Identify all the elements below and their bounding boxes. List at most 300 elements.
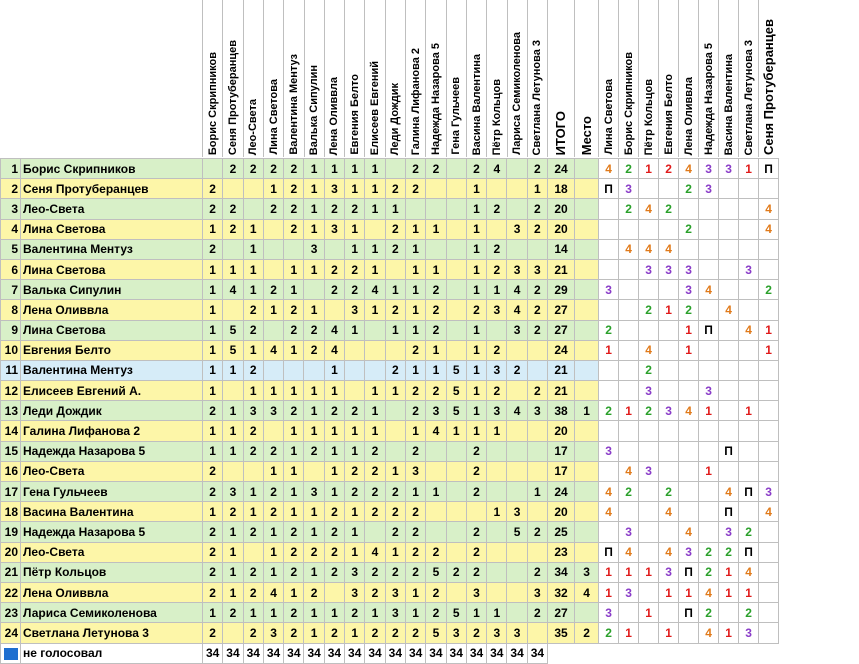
place-mark-cell[interactable]: 1 [599,340,619,360]
vote-cell[interactable]: 1 [324,441,344,461]
place-mark-cell[interactable] [619,360,639,380]
vote-cell[interactable]: 2 [405,562,425,582]
place-mark-cell[interactable]: 2 [679,300,699,320]
vote-cell[interactable]: 1 [284,421,304,441]
row-number-cell[interactable]: 9 [1,320,21,340]
place-mark-cell[interactable]: 3 [759,482,779,502]
vote-cell[interactable]: 2 [284,320,304,340]
vote-cell[interactable]: 1 [203,320,223,340]
participant-name-cell[interactable]: Елисеев Евгений А. [21,381,203,401]
place-mark-cell[interactable]: 1 [679,582,699,602]
place-mark-cell[interactable] [639,421,659,441]
vote-cell[interactable]: 1 [243,502,263,522]
vote-cell[interactable] [487,542,507,562]
place-mark-cell[interactable]: 2 [599,320,619,340]
vote-cell[interactable]: 2 [405,502,425,522]
place-mark-cell[interactable]: 1 [639,603,659,623]
not-voted-value[interactable]: 34 [507,643,527,663]
vote-cell[interactable]: 1 [487,280,507,300]
place-mark-cell[interactable]: 3 [619,582,639,602]
vote-cell[interactable]: 1 [284,381,304,401]
vote-cell[interactable]: 2 [324,199,344,219]
vote-cell[interactable] [365,522,385,542]
vote-cell[interactable]: 2 [243,159,263,179]
itogo-cell[interactable]: 18 [548,179,575,199]
vote-cell[interactable]: 1 [405,421,425,441]
place-mark-cell[interactable]: 1 [719,582,739,602]
vote-cell[interactable]: 1 [365,199,385,219]
place-mark-cell[interactable]: 3 [619,522,639,542]
place-mark-cell[interactable] [739,300,759,320]
vote-cell[interactable]: 1 [284,461,304,481]
mesto-cell[interactable] [575,461,599,481]
place-mark-cell[interactable]: П [599,179,619,199]
vote-cell[interactable]: 1 [243,603,263,623]
place-mark-cell[interactable] [759,381,779,401]
vote-cell[interactable] [263,259,283,279]
itogo-cell[interactable]: 21 [548,259,575,279]
vote-cell[interactable] [203,159,223,179]
place-mark-cell[interactable]: 4 [619,542,639,562]
participant-name-cell[interactable]: Евгения Белто [21,340,203,360]
place-mark-cell[interactable] [599,421,619,441]
vote-cell[interactable]: 2 [345,603,365,623]
place-mark-cell[interactable] [619,421,639,441]
vote-cell[interactable]: 1 [527,179,547,199]
not-voted-value[interactable]: 34 [527,643,547,663]
vote-cell[interactable]: 4 [507,280,527,300]
place-mark-cell[interactable] [719,219,739,239]
place-mark-cell[interactable]: 3 [599,280,619,300]
vote-cell[interactable]: 4 [487,159,507,179]
place-mark-cell[interactable] [719,280,739,300]
place-mark-cell[interactable] [719,259,739,279]
place-mark-cell[interactable]: 4 [619,239,639,259]
vote-cell[interactable]: 1 [466,259,486,279]
vote-cell[interactable]: 1 [304,381,324,401]
place-mark-cell[interactable] [619,280,639,300]
place-mark-cell[interactable] [599,259,619,279]
vote-cell[interactable]: 2 [385,562,405,582]
vote-cell[interactable]: 2 [345,482,365,502]
mesto-cell[interactable] [575,441,599,461]
vote-cell[interactable] [446,482,466,502]
vote-cell[interactable] [223,300,243,320]
vote-cell[interactable]: 1 [284,482,304,502]
place-mark-cell[interactable]: 4 [719,300,739,320]
vote-cell[interactable] [426,522,446,542]
vote-cell[interactable] [507,582,527,602]
vote-cell[interactable] [304,360,324,380]
vote-cell[interactable]: 1 [263,179,283,199]
row-number-cell[interactable]: 4 [1,219,21,239]
vote-cell[interactable]: 2 [507,360,527,380]
vote-cell[interactable] [527,502,547,522]
place-mark-cell[interactable]: 1 [659,300,679,320]
place-mark-cell[interactable]: 4 [699,280,719,300]
vote-cell[interactable]: 2 [203,199,223,219]
place-mark-cell[interactable] [619,603,639,623]
row-number-cell[interactable]: 1 [1,159,21,179]
place-mark-cell[interactable]: 2 [679,179,699,199]
vote-cell[interactable]: 2 [527,219,547,239]
participant-name-cell[interactable]: Валентина Ментуз [21,360,203,380]
participant-name-cell[interactable]: Борис Скрипников [21,159,203,179]
itogo-cell[interactable]: 17 [548,441,575,461]
vote-cell[interactable]: 1 [365,300,385,320]
place-mark-cell[interactable]: 1 [739,401,759,421]
place-mark-cell[interactable] [719,320,739,340]
vote-cell[interactable] [426,461,446,481]
not-voted-value[interactable]: 34 [324,643,344,663]
vote-cell[interactable]: 3 [304,239,324,259]
vote-cell[interactable]: 2 [203,482,223,502]
vote-cell[interactable]: 2 [527,522,547,542]
place-mark-cell[interactable] [659,421,679,441]
vote-cell[interactable] [446,522,466,542]
place-mark-cell[interactable] [639,582,659,602]
vote-cell[interactable]: 3 [487,401,507,421]
vote-cell[interactable]: 2 [527,562,547,582]
mesto-cell[interactable] [575,502,599,522]
vote-cell[interactable]: 5 [446,401,466,421]
vote-cell[interactable]: 3 [507,320,527,340]
vote-cell[interactable] [345,340,365,360]
mesto-cell[interactable] [575,482,599,502]
vote-cell[interactable]: 3 [527,401,547,421]
place-mark-cell[interactable] [739,421,759,441]
row-number-cell[interactable]: 16 [1,461,21,481]
place-mark-cell[interactable] [599,381,619,401]
vote-cell[interactable] [263,360,283,380]
vote-cell[interactable]: 2 [487,340,507,360]
place-mark-cell[interactable]: 3 [639,381,659,401]
place-mark-cell[interactable] [699,219,719,239]
place-mark-cell[interactable] [739,461,759,481]
vote-cell[interactable]: 1 [304,522,324,542]
place-mark-cell[interactable] [599,300,619,320]
vote-cell[interactable] [223,461,243,481]
vote-cell[interactable]: 3 [426,401,446,421]
vote-cell[interactable] [324,239,344,259]
vote-cell[interactable]: 1 [345,502,365,522]
vote-cell[interactable]: 2 [263,441,283,461]
place-mark-cell[interactable]: 1 [739,159,759,179]
place-mark-cell[interactable] [659,603,679,623]
not-voted-value[interactable]: 34 [426,643,446,663]
place-mark-cell[interactable]: 4 [679,159,699,179]
vote-cell[interactable]: 1 [304,179,324,199]
vote-cell[interactable]: 1 [203,219,223,239]
vote-cell[interactable]: 2 [284,159,304,179]
vote-cell[interactable]: 2 [466,623,486,643]
place-mark-cell[interactable] [699,360,719,380]
vote-cell[interactable]: 2 [466,159,486,179]
vote-cell[interactable] [446,280,466,300]
vote-cell[interactable]: 3 [487,360,507,380]
vote-cell[interactable]: 1 [304,219,324,239]
vote-cell[interactable]: 2 [466,542,486,562]
place-mark-cell[interactable] [679,421,699,441]
vote-cell[interactable]: 1 [223,401,243,421]
vote-cell[interactable]: 1 [405,300,425,320]
vote-cell[interactable]: 2 [243,623,263,643]
itogo-cell[interactable]: 27 [548,300,575,320]
vote-cell[interactable]: 1 [426,360,446,380]
place-mark-cell[interactable]: 2 [599,623,619,643]
place-mark-cell[interactable] [759,421,779,441]
place-mark-cell[interactable] [759,179,779,199]
place-mark-cell[interactable] [619,320,639,340]
vote-cell[interactable]: 3 [385,603,405,623]
vote-cell[interactable] [426,239,446,259]
vote-cell[interactable] [507,542,527,562]
participant-name-cell[interactable]: Светлана Летунова 3 [21,623,203,643]
vote-cell[interactable] [304,461,324,481]
vote-cell[interactable]: 1 [345,219,365,239]
vote-cell[interactable]: 1 [263,562,283,582]
vote-cell[interactable]: 1 [223,582,243,602]
vote-cell[interactable] [507,179,527,199]
participant-name-cell[interactable]: Лина Светова [21,320,203,340]
vote-cell[interactable]: 2 [203,582,223,602]
place-mark-cell[interactable]: 1 [599,562,619,582]
place-mark-cell[interactable] [739,502,759,522]
vote-cell[interactable]: 1 [466,239,486,259]
vote-cell[interactable]: 1 [365,401,385,421]
mesto-cell[interactable] [575,360,599,380]
vote-cell[interactable]: 1 [385,542,405,562]
vote-cell[interactable]: 1 [385,199,405,219]
place-mark-cell[interactable]: 1 [659,582,679,602]
place-mark-cell[interactable]: 2 [699,542,719,562]
vote-cell[interactable]: 1 [304,603,324,623]
place-mark-cell[interactable]: 3 [599,441,619,461]
place-mark-cell[interactable] [719,381,739,401]
vote-cell[interactable]: 2 [466,300,486,320]
itogo-cell[interactable]: 20 [548,199,575,219]
place-mark-cell[interactable] [659,522,679,542]
place-mark-cell[interactable] [759,360,779,380]
place-mark-cell[interactable] [719,340,739,360]
vote-cell[interactable]: 2 [304,320,324,340]
vote-cell[interactable] [507,562,527,582]
vote-cell[interactable]: 2 [466,461,486,481]
place-mark-cell[interactable]: 4 [659,542,679,562]
vote-cell[interactable]: 3 [263,401,283,421]
vote-cell[interactable]: 2 [345,259,365,279]
place-mark-cell[interactable]: 2 [619,199,639,219]
place-mark-cell[interactable]: 3 [639,259,659,279]
place-mark-cell[interactable]: 1 [619,401,639,421]
vote-cell[interactable] [243,199,263,219]
vote-cell[interactable]: 1 [284,502,304,522]
vote-cell[interactable]: 2 [405,623,425,643]
vote-cell[interactable]: 2 [284,562,304,582]
vote-cell[interactable]: 1 [263,603,283,623]
vote-cell[interactable]: 1 [405,582,425,602]
vote-cell[interactable]: 3 [223,482,243,502]
vote-cell[interactable] [263,239,283,259]
vote-cell[interactable]: 2 [466,441,486,461]
vote-cell[interactable]: 2 [304,542,324,562]
place-mark-cell[interactable] [759,623,779,643]
vote-cell[interactable]: 3 [263,623,283,643]
vote-cell[interactable] [507,340,527,360]
place-mark-cell[interactable]: 2 [639,360,659,380]
vote-cell[interactable] [263,320,283,340]
place-mark-cell[interactable] [739,441,759,461]
vote-cell[interactable]: 1 [345,179,365,199]
place-mark-cell[interactable] [719,401,739,421]
participant-name-cell[interactable]: Лео-Света [21,542,203,562]
place-mark-cell[interactable] [719,421,739,441]
place-mark-cell[interactable]: 3 [619,179,639,199]
place-mark-cell[interactable]: 1 [679,340,699,360]
place-mark-cell[interactable] [659,340,679,360]
place-mark-cell[interactable] [619,259,639,279]
vote-cell[interactable]: 5 [507,522,527,542]
vote-cell[interactable] [466,502,486,522]
place-mark-cell[interactable]: 4 [599,159,619,179]
vote-cell[interactable]: 1 [466,421,486,441]
vote-cell[interactable]: 1 [284,441,304,461]
vote-cell[interactable]: 2 [345,280,365,300]
vote-cell[interactable]: 1 [365,259,385,279]
vote-cell[interactable] [487,320,507,340]
vote-cell[interactable]: 1 [365,381,385,401]
vote-cell[interactable]: 1 [405,259,425,279]
vote-cell[interactable] [507,421,527,441]
vote-cell[interactable]: 2 [365,441,385,461]
place-mark-cell[interactable]: 4 [659,502,679,522]
place-mark-cell[interactable] [679,360,699,380]
vote-cell[interactable]: 1 [263,300,283,320]
vote-cell[interactable]: 2 [243,320,263,340]
vote-cell[interactable]: 1 [263,461,283,481]
vote-cell[interactable]: 1 [304,159,324,179]
vote-cell[interactable]: 1 [426,259,446,279]
vote-cell[interactable] [446,219,466,239]
place-mark-cell[interactable] [699,300,719,320]
vote-cell[interactable]: 1 [203,381,223,401]
vote-cell[interactable]: 2 [385,623,405,643]
place-mark-cell[interactable] [699,482,719,502]
vote-cell[interactable] [527,360,547,380]
mesto-cell[interactable]: 3 [575,562,599,582]
vote-cell[interactable]: 1 [466,360,486,380]
vote-cell[interactable]: 3 [507,623,527,643]
vote-cell[interactable]: 1 [345,159,365,179]
vote-cell[interactable]: 1 [466,280,486,300]
vote-cell[interactable]: 1 [487,421,507,441]
itogo-cell[interactable]: 20 [548,219,575,239]
vote-cell[interactable]: 1 [385,461,405,481]
vote-cell[interactable]: 3 [345,300,365,320]
participant-name-cell[interactable]: Лена Оливвла [21,300,203,320]
vote-cell[interactable]: 2 [203,542,223,562]
place-mark-cell[interactable]: 1 [619,623,639,643]
vote-cell[interactable]: 2 [304,582,324,602]
itogo-cell[interactable]: 17 [548,461,575,481]
vote-cell[interactable]: 4 [263,582,283,602]
vote-cell[interactable]: 2 [223,603,243,623]
vote-cell[interactable]: 2 [527,159,547,179]
place-mark-cell[interactable] [759,461,779,481]
itogo-cell[interactable]: 35 [548,623,575,643]
place-mark-cell[interactable]: 4 [659,239,679,259]
vote-cell[interactable]: 1 [263,381,283,401]
vote-cell[interactable]: 3 [385,582,405,602]
vote-cell[interactable]: 1 [324,461,344,481]
participant-name-cell[interactable]: Лео-Света [21,461,203,481]
vote-cell[interactable]: 2 [426,159,446,179]
place-mark-cell[interactable] [659,381,679,401]
place-mark-cell[interactable] [639,280,659,300]
place-mark-cell[interactable] [639,522,659,542]
place-mark-cell[interactable]: 1 [759,340,779,360]
place-mark-cell[interactable]: П [679,603,699,623]
vote-cell[interactable] [426,179,446,199]
row-number-cell[interactable]: 24 [1,623,21,643]
vote-cell[interactable] [487,461,507,481]
vote-cell[interactable]: 1 [365,179,385,199]
place-mark-cell[interactable] [599,239,619,259]
vote-cell[interactable]: 1 [324,159,344,179]
vote-cell[interactable] [507,159,527,179]
vote-cell[interactable]: 2 [426,542,446,562]
vote-cell[interactable]: 3 [243,401,263,421]
vote-cell[interactable] [446,340,466,360]
place-mark-cell[interactable]: 3 [739,259,759,279]
place-mark-cell[interactable] [619,300,639,320]
not-voted-value[interactable]: 34 [466,643,486,663]
vote-cell[interactable]: 3 [345,562,365,582]
itogo-cell[interactable]: 27 [548,320,575,340]
place-mark-cell[interactable] [759,259,779,279]
vote-cell[interactable]: 1 [203,603,223,623]
row-number-cell[interactable]: 7 [1,280,21,300]
place-mark-cell[interactable]: П [759,159,779,179]
row-number-cell[interactable]: 11 [1,360,21,380]
vote-cell[interactable]: 2 [487,199,507,219]
itogo-cell[interactable]: 21 [548,360,575,380]
vote-cell[interactable]: 2 [527,603,547,623]
vote-cell[interactable]: 3 [324,219,344,239]
mesto-cell[interactable] [575,381,599,401]
vote-cell[interactable]: 2 [385,482,405,502]
place-mark-cell[interactable]: 1 [639,159,659,179]
place-mark-cell[interactable]: 1 [699,401,719,421]
vote-cell[interactable] [405,199,425,219]
vote-cell[interactable] [527,340,547,360]
vote-cell[interactable]: 2 [426,300,446,320]
mesto-cell[interactable] [575,320,599,340]
place-mark-cell[interactable] [659,360,679,380]
row-number-cell[interactable]: 13 [1,401,21,421]
not-voted-value[interactable]: 34 [263,643,283,663]
place-mark-cell[interactable] [759,562,779,582]
vote-cell[interactable] [446,239,466,259]
vote-cell[interactable]: 1 [243,219,263,239]
vote-cell[interactable]: 3 [466,582,486,602]
place-mark-cell[interactable] [639,320,659,340]
vote-cell[interactable]: 2 [243,421,263,441]
place-mark-cell[interactable]: 1 [659,623,679,643]
vote-cell[interactable] [446,441,466,461]
vote-cell[interactable]: 2 [324,623,344,643]
place-mark-cell[interactable]: 2 [739,603,759,623]
